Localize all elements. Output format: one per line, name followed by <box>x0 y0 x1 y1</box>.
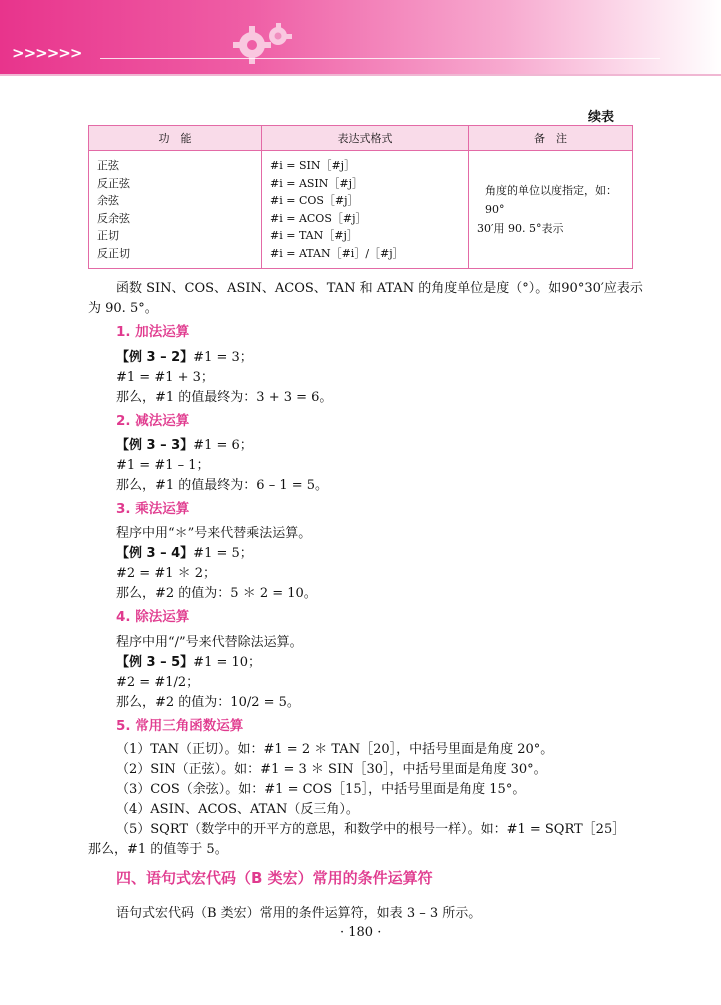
section-title-trig: 5. 常用三角函数运算 <box>116 718 244 734</box>
header-banner <box>0 0 721 76</box>
closing-paragraph: 语句式宏代码（B 类宏）常用的条件运算符，如表 3 – 3 所示。 <box>116 906 482 921</box>
expression-cell <box>262 151 469 269</box>
section-title-subtraction: 2. 减法运算 <box>116 413 190 429</box>
paragraph-line: 为 90. 5°。 <box>88 301 158 316</box>
trig-item: （3）COS（余弦）。如：#1 = COS［15］，中括号里面是角度 15°。 <box>116 782 526 797</box>
expression-format: #i = SIN［#j］ <box>270 159 356 172</box>
function-cell <box>89 151 262 269</box>
code-line: #1 = #1 + 3； <box>116 370 214 385</box>
example-line <box>116 542 253 561</box>
result-line: 那么，#1 的值最终为：3 + 3 = 6。 <box>116 390 333 405</box>
trig-item: （1）TAN（正切）。如：#1 = 2 ＊ TAN［20］，中括号里面是角度 20°。 <box>116 742 554 757</box>
gear-icon <box>228 18 298 68</box>
intro-line: 程序中用“＊”号来代替乘法运算。 <box>116 526 312 541</box>
section-title-addition: 1. 加法运算 <box>116 324 190 340</box>
expression-format: #i = ATAN［#i］/［#j］ <box>270 246 404 260</box>
code-line: #2 = #1/2； <box>116 675 200 690</box>
intro-line: 程序中用“/”号来代替除法运算。 <box>116 635 303 650</box>
example-line <box>116 346 253 365</box>
function-table <box>88 125 633 269</box>
function-name: 正切 <box>97 229 119 242</box>
example-line <box>116 651 261 670</box>
result-line: 那么，#2 的值为：10/2 = 5。 <box>116 695 300 710</box>
chevron-decoration: >>>>>> <box>12 44 82 62</box>
header-bottom-rule <box>0 74 721 76</box>
function-name: 正弦 <box>97 159 119 172</box>
code-line: #2 = #1 ＊ 2； <box>116 566 217 581</box>
example-text: #1 = 6； <box>193 438 253 453</box>
example-label: 【例 3 – 2】 <box>116 350 194 365</box>
trig-item-continued: 那么，#1 的值等于 5。 <box>88 842 228 857</box>
function-name: 反正弦 <box>97 176 130 190</box>
col-header-function: 功 能 <box>89 126 262 151</box>
function-name: 余弦 <box>97 194 119 207</box>
function-name: 反正切 <box>97 246 130 260</box>
col-header-expression: 表达式格式 <box>262 126 469 151</box>
note-cell <box>469 151 633 269</box>
code-line: #1 = #1 – 1； <box>116 458 210 473</box>
function-name: 反余弦 <box>97 211 130 225</box>
header-rule <box>100 58 660 59</box>
trig-item: （2）SIN（正弦）。如：#1 = 3 ＊ SIN［30］，中括号里面是角度 30°。 <box>116 762 547 777</box>
note-line: 角度的单位以度指定，如：90° <box>485 184 617 216</box>
example-label: 【例 3 – 5】 <box>116 655 194 670</box>
section-heading: 四、语句式宏代码（B 类宏）常用的条件运算符 <box>116 869 433 887</box>
example-line <box>116 434 253 453</box>
example-label: 【例 3 – 3】 <box>116 438 194 453</box>
expression-format: #i = TAN［#j］ <box>270 229 358 242</box>
expression-format: #i = ASIN［#j］ <box>270 176 364 190</box>
note-line: 30′用 90. 5°表示 <box>477 222 564 235</box>
example-text: #1 = 3； <box>193 350 253 365</box>
section-title-division: 4. 除法运算 <box>116 609 190 625</box>
example-text: #1 = 10； <box>193 655 262 670</box>
result-line: 那么，#2 的值为：5 ＊ 2 = 10。 <box>116 586 317 601</box>
paragraph-line: 函数 SIN、COS、ASIN、ACOS、TAN 和 ATAN 的角度单位是度（°）。如90°30′应表示 <box>116 281 643 296</box>
section-title-multiplication: 3. 乘法运算 <box>116 501 190 517</box>
result-line: 那么，#1 的值最终为：6 – 1 = 5。 <box>116 478 329 493</box>
example-text: #1 = 5； <box>193 546 253 561</box>
expression-format: #i = COS［#j］ <box>270 194 359 207</box>
expression-format: #i = ACOS［#j］ <box>270 211 367 225</box>
col-header-note: 备 注 <box>469 126 633 151</box>
example-label: 【例 3 – 4】 <box>116 546 194 561</box>
table-continued-label: 续表 <box>588 110 615 125</box>
page-number: · 180 · <box>340 925 382 940</box>
trig-item: （4）ASIN、ACOS、ATAN（反三角）。 <box>116 802 359 817</box>
trig-item: （5）SQRT（数学中的开平方的意思，和数学中的根号一样）。如：#1 = SQRT［25］ <box>116 822 626 837</box>
